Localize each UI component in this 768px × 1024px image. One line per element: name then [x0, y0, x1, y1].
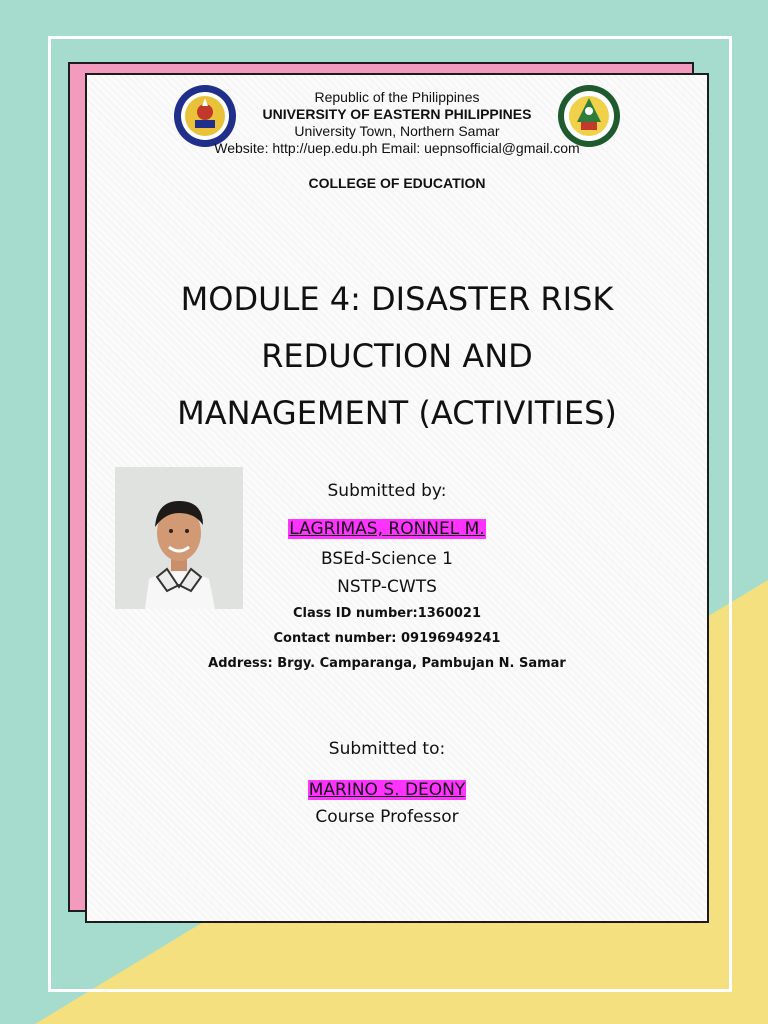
- submitted-to-label: Submitted to:: [328, 739, 446, 759]
- class-id-number: Class ID number:1360021: [292, 606, 482, 621]
- title-line-3: MANAGEMENT (ACTIVITIES): [177, 394, 617, 432]
- college-name: COLLEGE OF EDUCATION: [308, 175, 486, 191]
- university-location: University Town, Northern Samar: [294, 123, 500, 139]
- cover-page: [85, 73, 709, 923]
- contact-number: Contact number: 09196949241: [273, 631, 501, 646]
- student-name: [167, 519, 607, 539]
- student-address: Address: Brgy. Camparanga, Pambujan N. Samar: [208, 656, 566, 671]
- website-email-line: Website: http://uep.edu.ph Email: uepnsofficial@gmail.com: [214, 140, 580, 156]
- republic-line: Republic of the Philippines: [314, 89, 480, 105]
- title-line-2: REDUCTION AND: [261, 337, 533, 375]
- student-program: NSTP-CWTS: [337, 577, 437, 597]
- module-title: [107, 271, 687, 442]
- university-name: UNIVERSITY OF EASTERN PHILIPPINES: [262, 106, 532, 122]
- title-line-1: MODULE 4: DISASTER RISK: [180, 280, 614, 318]
- student-course: BSEd-Science 1: [321, 549, 453, 569]
- submitted-by-label: Submitted by:: [327, 481, 447, 501]
- professor-role: Course Professor: [315, 807, 459, 827]
- student-name-text: LAGRIMAS, RONNEL M.: [289, 519, 485, 539]
- professor-name: [167, 780, 607, 800]
- professor-name-text: MARINO S. DEONY: [308, 780, 466, 800]
